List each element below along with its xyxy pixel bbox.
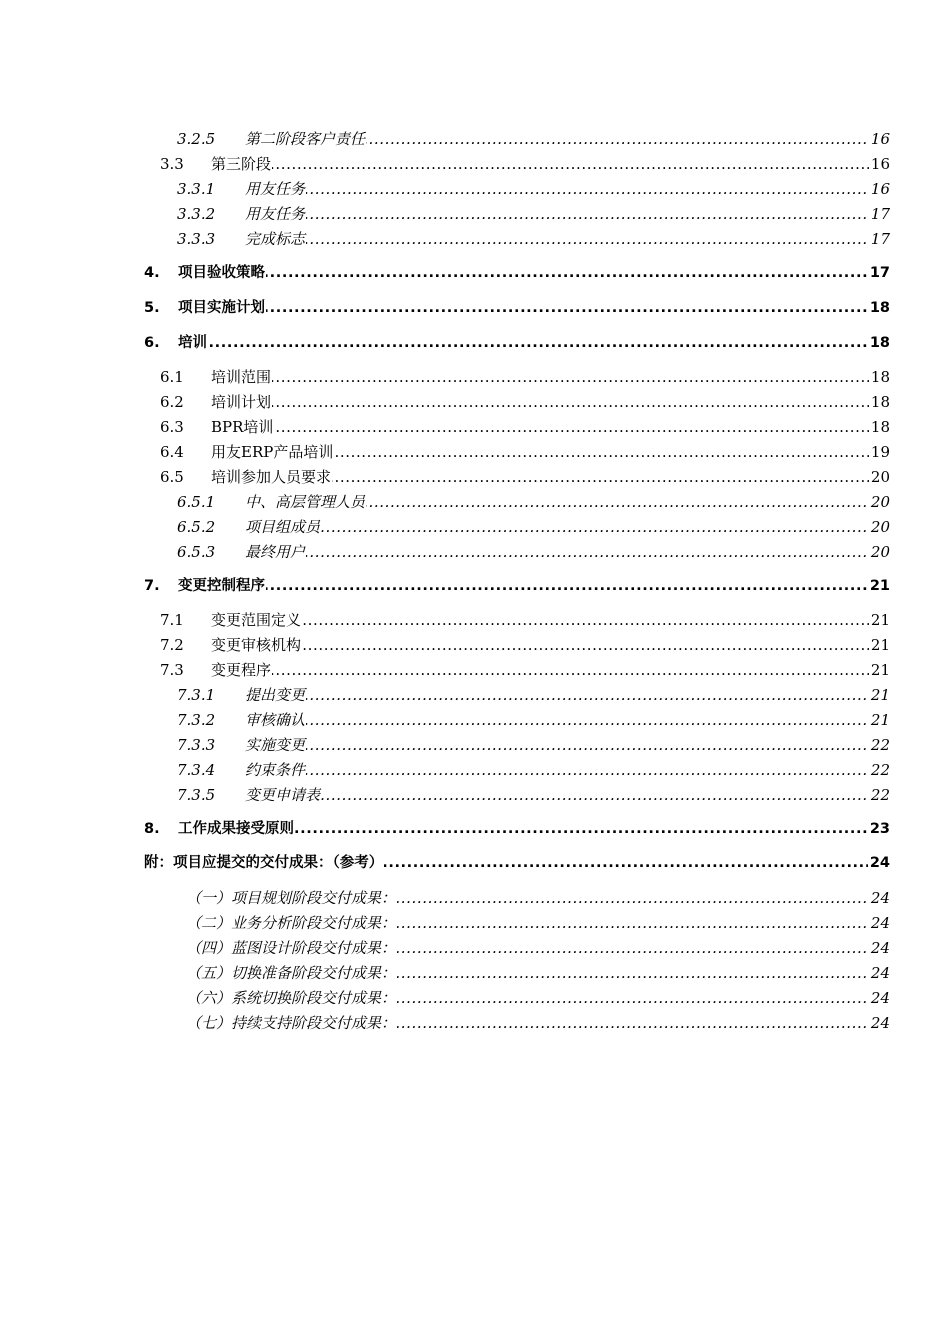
toc-entry-page-number: 18 xyxy=(868,297,890,319)
toc-entry-page-number: 16 xyxy=(870,130,890,148)
toc-entry-page-number: 21 xyxy=(870,711,890,729)
toc-entry-title: 变更控制程序 ..... xyxy=(178,575,890,597)
toc-entry-title: 项目组成员 ..... xyxy=(245,516,890,538)
toc-entry[interactable] xyxy=(0,709,950,731)
toc-entry-number: 3.3.2 xyxy=(177,205,216,223)
toc-entry-title: 项目实施计划 ..... xyxy=(178,297,890,319)
toc-entry-title: 最终用户 ..... xyxy=(245,541,890,563)
toc-entry-page-number: 20 xyxy=(870,518,890,536)
toc-entry-title: 培训 ..... xyxy=(178,332,890,354)
toc-entry-title: 提出变更 ..... xyxy=(245,684,890,706)
toc-entry-number: 4. xyxy=(144,265,160,281)
toc-entry-page-number: 17 xyxy=(870,205,890,223)
toc-entry-title: 培训计划 ..... xyxy=(211,391,890,413)
toc-entry-number: 7.3.3 xyxy=(177,736,216,754)
toc-entry-number: 8. xyxy=(144,821,160,837)
toc-entry-number: 3.3.3 xyxy=(177,230,216,248)
toc-entry-page-number: 17 xyxy=(870,230,890,248)
toc-entry[interactable] xyxy=(0,784,950,806)
toc-entry-number: 6.2 xyxy=(160,393,184,411)
toc-entry-page-number: 19 xyxy=(870,443,890,461)
toc-entry-number: 3.3.1 xyxy=(177,180,216,198)
toc-entry-page-number: 18 xyxy=(870,368,890,386)
toc-entry[interactable] xyxy=(0,659,950,681)
toc-entry-page-number: 24 xyxy=(870,939,890,957)
toc-entry-title: 审核确认 ..... xyxy=(245,709,890,731)
toc-entry-number: 7.3 xyxy=(160,661,184,679)
toc-entry[interactable] xyxy=(0,1012,950,1034)
toc-entry-number: 5. xyxy=(144,300,160,316)
toc-entry-page-number: 21 xyxy=(868,575,890,597)
toc-entry[interactable] xyxy=(0,297,950,319)
toc-entry-page-number: 17 xyxy=(868,262,890,284)
toc-entry[interactable] xyxy=(0,987,950,1009)
toc-entry[interactable] xyxy=(0,366,950,388)
toc-entry-page-number: 16 xyxy=(870,180,890,198)
toc-entry[interactable] xyxy=(0,634,950,656)
toc-entry-number: 6.3 xyxy=(160,418,184,436)
toc-entry-title: BPR培训 ..... xyxy=(211,416,890,438)
toc-entry-page-number: 22 xyxy=(870,736,890,754)
toc-entry[interactable] xyxy=(0,466,950,488)
toc-entry-page-number: 20 xyxy=(870,543,890,561)
toc-entry[interactable] xyxy=(0,852,950,874)
toc-entry-title: 用友任务 ..... xyxy=(245,178,890,200)
toc-entry-title: （六）系统切换阶段交付成果： ..... xyxy=(186,987,890,1009)
toc-entry[interactable] xyxy=(0,262,950,284)
toc-entry-page-number: 24 xyxy=(870,964,890,982)
toc-entry-title: （二）业务分析阶段交付成果： ..... xyxy=(186,912,890,934)
toc-entry-title: 用友任务 ..... xyxy=(245,203,890,225)
toc-entry-page-number: 22 xyxy=(870,786,890,804)
toc-entry[interactable] xyxy=(0,178,950,200)
toc-entry-title: （四）蓝图设计阶段交付成果： ..... xyxy=(186,937,890,959)
toc-entry-page-number: 21 xyxy=(870,611,890,629)
toc-entry-page-number: 24 xyxy=(870,914,890,932)
toc-entry-title: 中、高层管理人员 ..... xyxy=(245,491,890,513)
toc-entry-page-number: 24 xyxy=(870,889,890,907)
toc-entry[interactable] xyxy=(0,441,950,463)
toc-entry-page-number: 24 xyxy=(870,1014,890,1032)
toc-entry-page-number: 18 xyxy=(868,332,890,354)
toc-entry-number: 6.5 xyxy=(160,468,184,486)
toc-entry-number: 3.3 xyxy=(160,155,184,173)
toc-entry-page-number: 23 xyxy=(868,818,890,840)
toc-entry-title: 变更范围定义 ..... xyxy=(211,609,890,631)
toc-entry-title: 培训范围 ..... xyxy=(211,366,890,388)
toc-entry-number: 7.2 xyxy=(160,636,184,654)
toc-entry-title: 完成标志 ..... xyxy=(245,228,890,250)
toc-entry-title: 第二阶段客户责任 ..... xyxy=(245,128,890,150)
toc-entry-title: 约束条件 ..... xyxy=(245,759,890,781)
toc-entry[interactable] xyxy=(0,609,950,631)
toc-entry-page-number: 24 xyxy=(870,989,890,1007)
toc-entry[interactable] xyxy=(0,491,950,513)
toc-entry-page-number: 18 xyxy=(870,418,890,436)
toc-entry-page-number: 24 xyxy=(868,852,890,874)
toc-entry-number: 6.1 xyxy=(160,368,184,386)
toc-entry[interactable] xyxy=(0,541,950,563)
toc-entry-title: 实施变更 ..... xyxy=(245,734,890,756)
toc-entry-title: 用友ERP产品培训 ..... xyxy=(211,441,890,463)
toc-entry[interactable] xyxy=(0,759,950,781)
toc-entry[interactable] xyxy=(0,912,950,934)
toc-entry[interactable] xyxy=(0,416,950,438)
toc-entry-page-number: 21 xyxy=(870,661,890,679)
toc-entry-number: 7.3.4 xyxy=(177,761,216,779)
toc-entry-number: 7.3.1 xyxy=(177,686,216,704)
toc-entry[interactable] xyxy=(0,153,950,175)
toc-entry-title: （一）项目规划阶段交付成果： ..... xyxy=(186,887,890,909)
toc-entry-number: 7.1 xyxy=(160,611,184,629)
toc-entry-title: 项目验收策略 ..... xyxy=(178,262,890,284)
toc-entry[interactable] xyxy=(0,937,950,959)
toc-entry[interactable] xyxy=(0,684,950,706)
toc-entry-page-number: 21 xyxy=(870,686,890,704)
toc-entry-page-number: 20 xyxy=(870,493,890,511)
toc-entry-number: 3.2.5 xyxy=(177,130,216,148)
toc-entry-number: 6.4 xyxy=(160,443,184,461)
toc-entry[interactable] xyxy=(0,203,950,225)
toc-entry[interactable] xyxy=(0,734,950,756)
toc-entry-title: 工作成果接受原则 ..... xyxy=(178,818,890,840)
toc-entry-number: 6.5.1 xyxy=(177,493,216,511)
toc-entry-page-number: 18 xyxy=(870,393,890,411)
toc-entry-number: 7.3.5 xyxy=(177,786,216,804)
toc-entry[interactable] xyxy=(0,128,950,150)
toc-entry-title: 第三阶段 ..... xyxy=(211,153,890,175)
toc-entry-number: 7.3.2 xyxy=(177,711,216,729)
toc-entry-page-number: 20 xyxy=(870,468,890,486)
toc-entry[interactable] xyxy=(0,575,950,597)
toc-entry-number: 6.5.2 xyxy=(177,518,216,536)
toc-entry[interactable] xyxy=(0,228,950,250)
toc-entry[interactable] xyxy=(0,962,950,984)
toc-entry-page-number: 21 xyxy=(870,636,890,654)
toc-entry[interactable] xyxy=(0,391,950,413)
toc-entry-page-number: 22 xyxy=(870,761,890,779)
toc-entry[interactable] xyxy=(0,332,950,354)
toc-entry-title: 变更程序 ..... xyxy=(211,659,890,681)
toc-entry-title: 变更审核机构 ..... xyxy=(211,634,890,656)
toc-entry-title: 培训参加人员要求 ..... xyxy=(211,466,890,488)
toc-entry-number: 6. xyxy=(144,335,160,351)
toc-entry-page-number: 16 xyxy=(870,155,890,173)
toc-entry-title: 附：项目应提交的交付成果：（参考） ..... xyxy=(144,852,890,874)
toc-entry-title: （七）持续支持阶段交付成果： ..... xyxy=(186,1012,890,1034)
toc-entry[interactable] xyxy=(0,818,950,840)
toc-entry-number: 6.5.3 xyxy=(177,543,216,561)
toc-entry-title: （五）切换准备阶段交付成果： ..... xyxy=(186,962,890,984)
toc-entry[interactable] xyxy=(0,887,950,909)
toc-entry[interactable] xyxy=(0,516,950,538)
toc-entry-number: 7. xyxy=(144,578,160,594)
toc-entry-title: 变更申请表 ..... xyxy=(245,784,890,806)
